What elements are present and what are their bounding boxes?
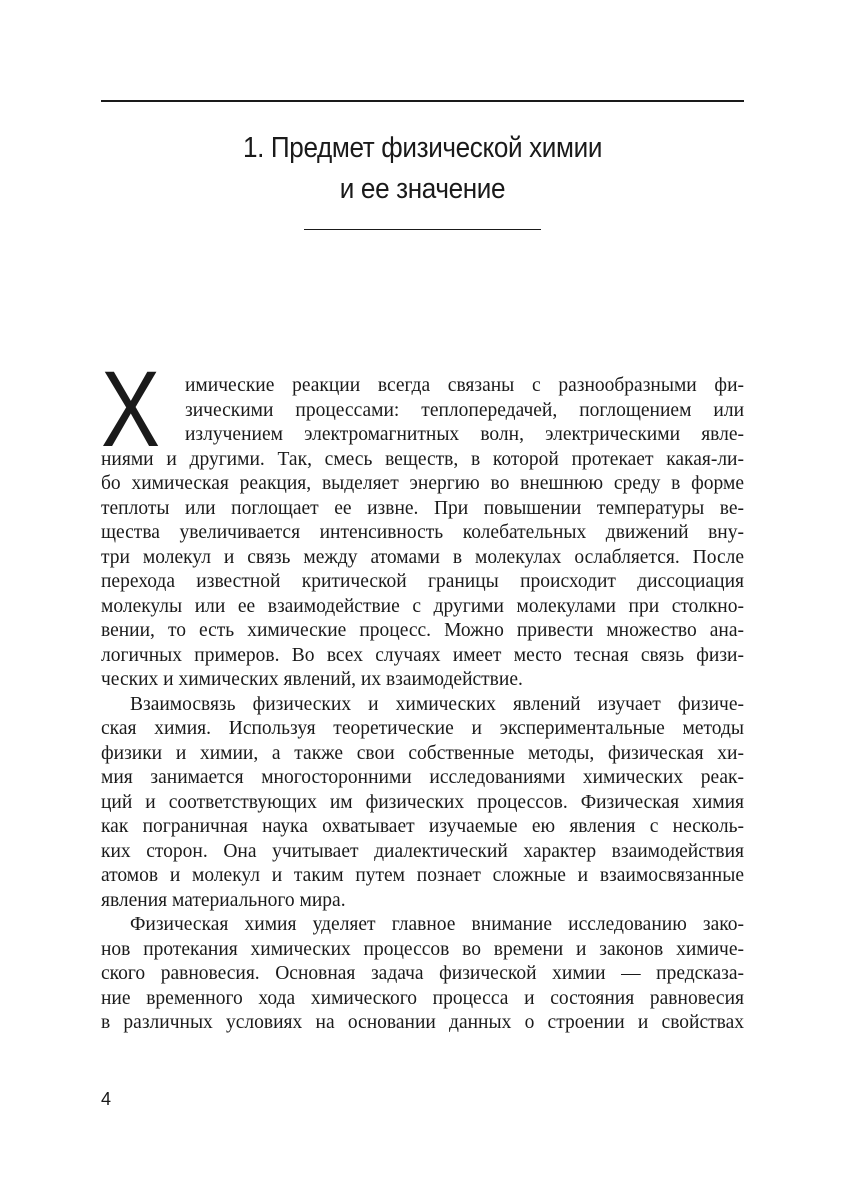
text-line: атомов и молекул и таким путем познает сложные и взаимосвязанные [101, 865, 744, 886]
text-line: теплоты или поглощает ее извне. При повышении температуры ве- [101, 497, 744, 519]
text-line: имические реакции всегда связаны с разнообразными фи- [185, 375, 744, 396]
top-rule [101, 100, 744, 102]
text-line: ких сторон. Она учитывает диалектический характер взаимодействия [101, 840, 744, 862]
text-line: молекулы или ее взаимодействие с другими молекулами при столкно- [101, 595, 744, 617]
chapter-title-line-1: 1. Предмет физической химии [242, 132, 603, 164]
text-line: как пограничная наука охватывает изучаемые ею явления с несколь- [101, 816, 744, 837]
text-line: зическими процессами: теплопередачей, поглощением или [185, 399, 744, 421]
text-line: ниями и другими. Так, смесь веществ, в которой протекает какая-ли- [101, 448, 744, 470]
text-line: в различных условиях на основании данных о строении и свойствах [101, 1012, 744, 1033]
text-line: ние временного хода химического процесса и состояния равновесия [101, 987, 744, 1009]
body-text [101, 374, 744, 1036]
text-line: ций и соответствующих им физических процессов. Физическая химия [101, 791, 744, 813]
text-line: физики и химии, а также свои собственные методы, физическая хи- [101, 742, 744, 764]
text-line: явления материального мира. [101, 889, 346, 911]
page-number: 4 [101, 1089, 112, 1109]
text-line: ческих и химических явлений, их взаимодействие. [101, 669, 523, 690]
text-line: ская химия. Используя теоретические и экспериментальные методы [101, 718, 744, 739]
text-line: Взаимосвязь физических и химических явлений изучает физиче- [130, 693, 744, 715]
text-line: вении, то есть химические процесс. Можно привести множество ана- [101, 620, 744, 641]
text-line: перехода известной критической границы происходит диссоциация [101, 571, 744, 592]
text-line: нов протекания химических процессов во времени и законов химиче- [101, 938, 744, 960]
text-line: Физическая химия уделяет главное внимание исследованию зако- [130, 914, 744, 935]
text-line: логичных примеров. Во всех случаях имеет место тесная связь физи- [101, 644, 744, 666]
text-line: бо химическая реакция, выделяет энергию во внешнюю среду в форме [101, 473, 744, 494]
text-line: излучением электромагнитных волн, электрическими явле- [185, 424, 744, 445]
text-line: ского равновесия. Основная задача физической химии — предсказа- [101, 963, 744, 984]
text-line: щества увеличивается интенсивность колебательных движений вну- [101, 522, 744, 543]
chapter-title [133, 128, 712, 210]
text-line: три молекул и связь между атомами в молекулах ослабляется. После [101, 546, 744, 568]
text-line: мия занимается многосторонними исследованиями химических реак- [101, 767, 744, 788]
title-underline-rule [304, 229, 541, 230]
drop-cap: Х [101, 348, 161, 469]
chapter-title-line-2: и ее значение [339, 173, 506, 205]
